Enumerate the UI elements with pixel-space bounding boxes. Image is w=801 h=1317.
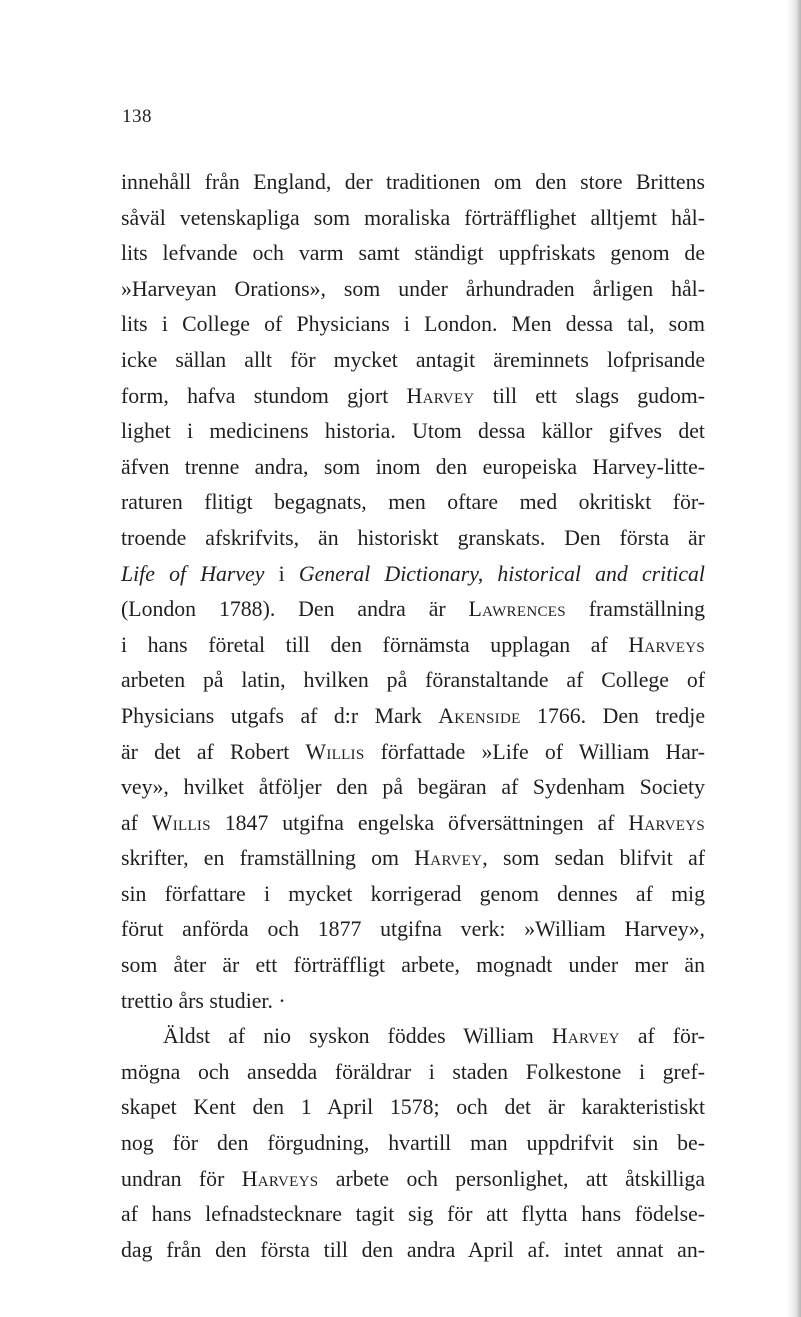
small-caps-name: Willis (305, 739, 365, 764)
small-caps-name: Harvey (406, 383, 475, 408)
text-line (121, 343, 705, 379)
line-text: såväl vetenskapliga som moraliska förträfflighet alltjemt hål- (121, 205, 705, 230)
text-line (121, 1019, 705, 1055)
line-text: form, hafva stundom gjort (121, 383, 407, 408)
small-caps-name: Lawrences (468, 597, 566, 622)
text-line (121, 841, 705, 877)
line-text: är det af Robert (121, 739, 306, 764)
line-text: raturen flitigt begagnats, men oftare med okritiskt för- (121, 490, 705, 515)
text-line (121, 699, 705, 735)
text-line (121, 663, 705, 699)
line-text: skapet Kent den 1 April 1578; och det är karakteristiskt (121, 1095, 705, 1120)
text-line (121, 592, 705, 628)
line-text: i hans företal till den förnämsta upplagan af (121, 632, 629, 657)
line-text: arbete och personlighet, att åtskilliga (318, 1166, 705, 1191)
line-text: mögna och ansedda föräldrar i staden Folkestone i gref- (121, 1059, 705, 1084)
page-edge-shadow (787, 0, 801, 1317)
text-line (121, 1197, 705, 1233)
line-text: »Harveyan Orations», som under århundraden årligen hål- (121, 276, 705, 301)
line-text: undran för (121, 1166, 242, 1191)
line-text: , som sedan blifvit af (482, 846, 705, 871)
text-line (121, 912, 705, 948)
line-text: af för- (619, 1024, 705, 1049)
text-line (121, 948, 705, 984)
text-line (121, 1162, 705, 1198)
line-text: innehåll från England, der traditionen om den store Brittens (121, 170, 705, 194)
small-caps-name: Willis (151, 810, 211, 835)
line-text: lighet i medicinens historia. Utom dessa källor gifves det (121, 419, 705, 444)
text-line (121, 1090, 705, 1126)
text-line (121, 307, 705, 343)
small-caps-name: Harvey (414, 846, 483, 871)
text-line (121, 1055, 705, 1091)
text-line (121, 521, 705, 557)
small-caps-name: Harveys (628, 810, 705, 835)
line-text: framställning (565, 597, 706, 622)
text-line (121, 236, 705, 272)
line-text: som åter är ett förträffligt arbete, mognadt under mer än (121, 953, 705, 978)
line-text: i (264, 561, 299, 586)
line-text: icke sällan allt för mycket antagit äreminnets lofprisande (121, 347, 705, 372)
line-text: arbeten på latin, hvilken på föranstaltande af College of (121, 668, 705, 693)
text-line (121, 414, 705, 450)
text-line (121, 1233, 705, 1269)
line-text: af (121, 810, 152, 835)
text-line (121, 770, 705, 806)
small-caps-name: Harveys (241, 1166, 319, 1191)
italic-title: General Dictionary, historical and critical (298, 561, 705, 586)
line-text: äfven trenne andra, som inom den europeiska Harvey-litte- (121, 454, 705, 479)
line-text: lits lefvande och varm samt ständigt uppfriskats genom de (121, 241, 705, 266)
text-line (121, 450, 705, 486)
line-text: vey», hvilket åtföljer den på begäran af Sydenham Society (121, 775, 705, 800)
body-text (121, 165, 705, 1268)
line-text: författade »Life of William Har- (364, 739, 705, 764)
text-line (121, 877, 705, 913)
line-text: förut anförda och 1877 utgifna verk: »William Harvey», (121, 917, 705, 942)
line-text: skrifter, en framställning om (121, 846, 415, 871)
small-caps-name: Harvey (551, 1024, 620, 1049)
line-text: lits i College of Physicians i London. Men dessa tal, som (121, 312, 705, 337)
text-line (121, 485, 705, 521)
text-line (121, 735, 705, 771)
text-line (121, 628, 705, 664)
line-text: troende afskrifvits, än historiskt granskats. Den första är (121, 525, 705, 550)
line-text: Physicians utgafs af d:r Mark (121, 703, 439, 728)
text-line (121, 272, 705, 308)
line-text: sin författare i mycket korrigerad genom dennes af mig (121, 881, 705, 906)
line-text: till ett slags gudom- (474, 383, 705, 408)
italic-title: Life of Harvey (121, 561, 265, 586)
page-number: 138 (122, 106, 152, 127)
line-text: Äldst af nio syskon föddes William (163, 1024, 552, 1049)
line-text: (London 1788). Den andra är (121, 597, 469, 622)
line-text: 1766. Den tredje (520, 703, 705, 728)
small-caps-name: Akenside (438, 703, 521, 728)
line-text: 1847 utgifna engelska öfversättningen af (210, 810, 629, 835)
text-line (121, 557, 705, 593)
text-line (121, 1126, 705, 1162)
text-line (121, 806, 705, 842)
text-line (121, 165, 705, 201)
line-text: af hans lefnadstecknare tagit sig för att flytta hans födelse- (121, 1202, 705, 1227)
line-text: trettio års studier. · (121, 988, 286, 1013)
small-caps-name: Harveys (628, 632, 705, 657)
line-text: dag från den första till den andra April af. intet annat an- (121, 1237, 705, 1262)
text-line (121, 984, 705, 1020)
text-line (121, 379, 705, 415)
text-line (121, 201, 705, 237)
line-text: nog för den förgudning, hvartill man uppdrifvit sin be- (121, 1131, 705, 1156)
